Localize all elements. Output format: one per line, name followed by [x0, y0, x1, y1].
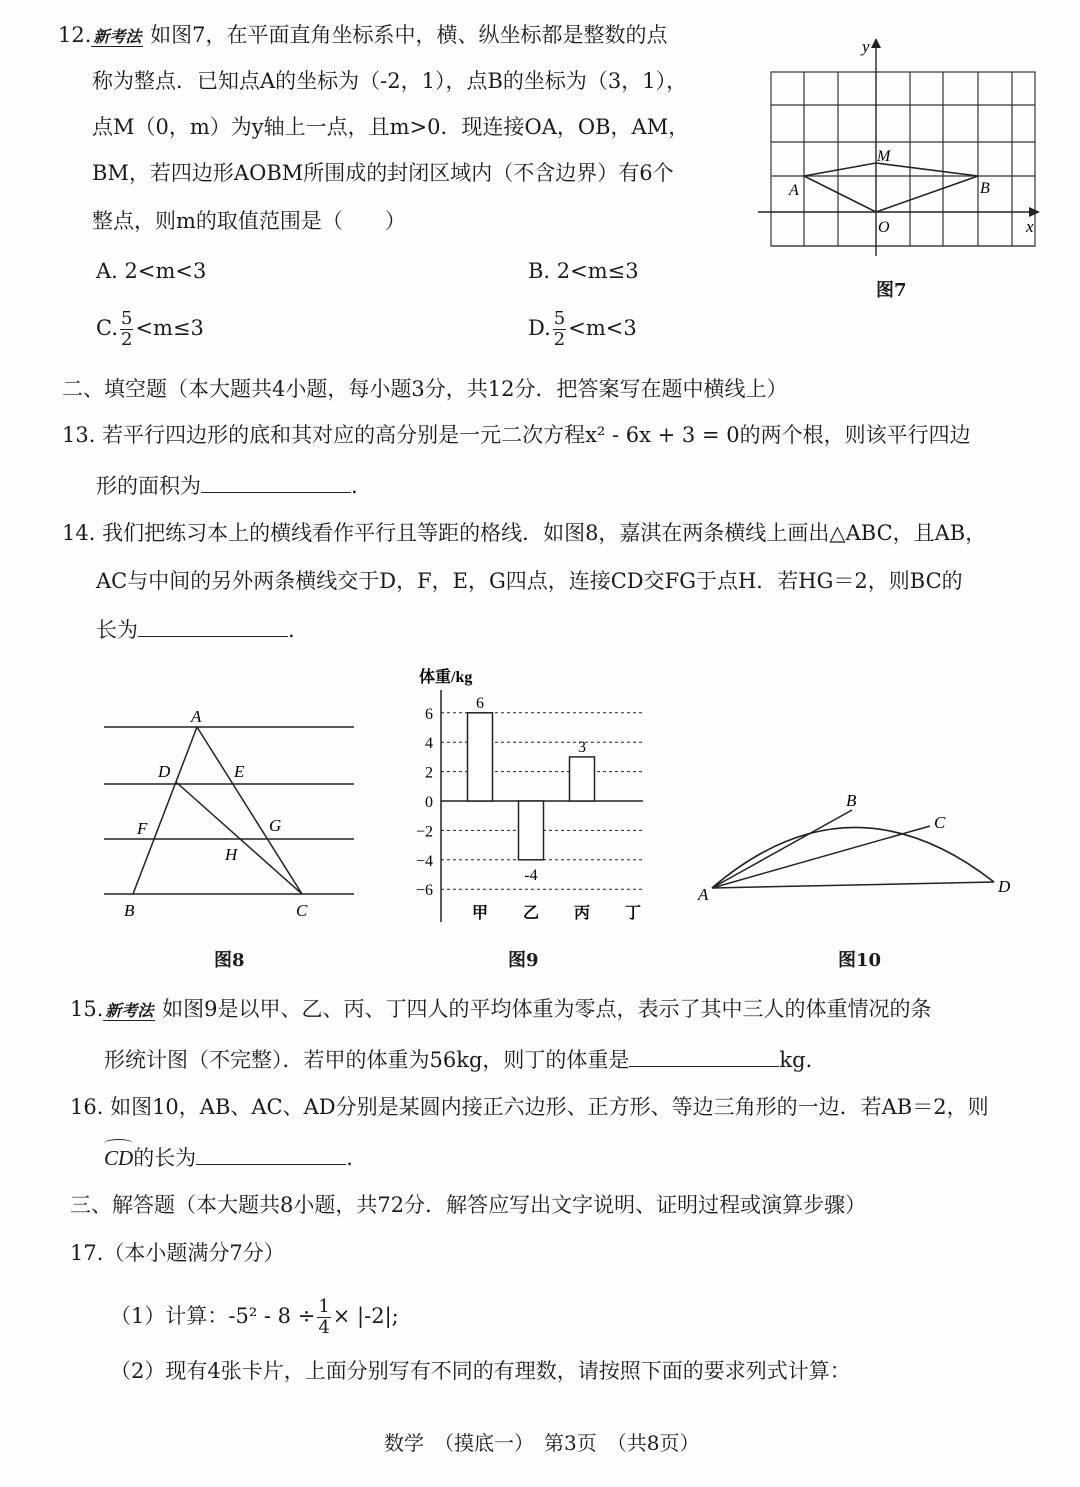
bar-甲 — [468, 713, 493, 801]
figure-7-caption: 图7 — [876, 280, 907, 301]
figure-9-bar-chart — [405, 660, 655, 940]
category-label: 丙 — [573, 905, 591, 922]
y-tick-label: −2 — [415, 823, 433, 841]
section-2-heading: 二、填空题（本大题共4小题，每小题3分，共12分．把答案写在题中横线上） — [62, 377, 788, 401]
q12-line5: 整点，则m的取值范围是（ ） — [92, 209, 406, 233]
figure-9-caption: 图9 — [508, 950, 539, 971]
y-axis-label: 体重/kg — [419, 669, 473, 686]
option-d: D. $\frac{5}{2}$ <m<3 — [528, 308, 637, 350]
q16-line2: CD的长为 . — [104, 1142, 353, 1173]
label-b: B — [124, 901, 135, 920]
label-b: B — [980, 180, 990, 197]
new-method-badge: 新考法 — [93, 27, 142, 46]
new-method-badge: 新考法 — [105, 1001, 154, 1020]
section-3-heading: 三、解答题（本大题共8小题，共72分．解答应写出文字说明、证明过程或演算步骤） — [70, 1193, 867, 1217]
label-g: G — [269, 816, 282, 835]
label-m: M — [877, 148, 891, 165]
figure-10-caption: 图10 — [838, 950, 882, 971]
y-tick-label: 4 — [425, 735, 433, 753]
category-label: 丁 — [624, 905, 642, 922]
y-tick-label: 2 — [425, 764, 433, 782]
label-h: H — [225, 845, 238, 864]
label-a: A — [789, 182, 799, 199]
label-b: B — [846, 791, 857, 810]
question-number: 15. — [70, 997, 104, 1021]
chord-ac — [712, 826, 930, 888]
q17-part2: （2）现有4张卡片，上面分别写有不同的有理数，请按照下面的要求列式计算： — [110, 1359, 851, 1383]
figure-7-grid — [750, 36, 1050, 271]
q13-line2: 形的面积为 . — [96, 470, 358, 501]
category-label: 甲 — [471, 905, 489, 922]
arc-cd: CD — [104, 1143, 133, 1173]
label-c: C — [934, 813, 946, 832]
q13-line1: 13. 若平行四边形的底和其对应的高分别是一元二次方程x² - 6x + 3 = 0的两个根，则该平行四边 — [62, 423, 971, 447]
q14-line3: 长为 . — [96, 614, 295, 645]
q14-line2: AC与中间的另外两条横线交于D，F，E，G四点，连接CD交FG于点H．若HG＝2，则BC的 — [96, 569, 963, 593]
circle-arc — [712, 827, 994, 888]
label-o: O — [878, 219, 890, 236]
q12-line4: BM，若四边形AOBM所围成的封闭区域内（不含边界）有6个 — [92, 161, 674, 185]
q12-line1: 12. 新考法 如图7，在平面直角坐标系中，横、纵坐标都是整数的点 — [58, 23, 668, 47]
option-c: C. $\frac{5}{2}$ <m≤3 — [96, 308, 204, 350]
quadrilateral-aobm — [804, 163, 978, 212]
label-y: y — [862, 37, 870, 56]
label-d: D — [158, 762, 171, 781]
q12-line3: 点M（0，m）为y轴上一点，且m>0．现连接OA，OB，AM， — [92, 115, 690, 139]
page-footer: 数学 （摸底一） 第3页 （共8页） — [384, 1431, 700, 1455]
category-label: 乙 — [522, 905, 540, 922]
y-tick-label: 0 — [425, 794, 433, 811]
answer-blank[interactable] — [196, 1142, 346, 1165]
label-x: x — [1026, 217, 1034, 236]
y-tick-label: −4 — [415, 852, 433, 870]
q12-line2: 称为整点．已知点A的坐标为（-2，1），点B的坐标为（3，1）， — [92, 69, 688, 93]
q15-line2: 形统计图（不完整）．若甲的体重为56kg，则丁的体重是 kg. — [104, 1044, 812, 1075]
q17-title: 17.（本小题满分7分） — [70, 1241, 285, 1265]
label-a: A — [698, 885, 709, 904]
fraction: $\frac{5}{2}$ — [553, 308, 566, 350]
figure-8 — [100, 700, 360, 930]
q17-part1: （1）计算：-5² - 8 ÷ $\frac{1}{4}$ × |-2|; — [110, 1296, 399, 1338]
figure-8-caption: 图8 — [214, 950, 245, 971]
label-d: D — [998, 877, 1011, 896]
q16-line1: 16. 如图10，AB、AC、AD分别是某圆内接正六边形、正方形、等边三角形的一边．若AB＝2，则 — [70, 1095, 989, 1119]
bar-value-label: -4 — [524, 866, 538, 884]
bar-丙 — [570, 757, 595, 801]
question-number: 12. — [58, 23, 92, 47]
fraction: $\frac{1}{4}$ — [318, 1296, 330, 1338]
y-tick-label: 6 — [425, 705, 433, 723]
answer-blank[interactable] — [201, 470, 351, 493]
answer-blank[interactable] — [138, 614, 288, 637]
bar-value-label: 3 — [578, 738, 586, 756]
y-tick-label: −6 — [415, 882, 433, 900]
label-f: F — [137, 819, 148, 838]
bar-value-label: 6 — [476, 694, 484, 712]
q15-line1: 15. 新考法 如图9是以甲、乙、丙、丁四人的平均体重为零点，表示了其中三人的体重情况的条 — [70, 997, 932, 1021]
bar-乙 — [519, 801, 544, 860]
label-a: A — [191, 707, 202, 726]
chord-ad — [712, 882, 994, 888]
label-e: E — [234, 762, 245, 781]
answer-blank[interactable] — [629, 1044, 779, 1067]
chord-ab — [712, 810, 852, 888]
arc-icon — [104, 1139, 133, 1148]
option-a: A. 2<m<3 — [96, 259, 207, 283]
q14-line1: 14. 我们把练习本上的横线看作平行且等距的格线．如图8，嘉淇在两条横线上画出△ABC，且AB， — [62, 521, 987, 545]
label-c: C — [296, 901, 308, 920]
figure-10 — [690, 780, 1030, 920]
option-b: B. 2<m≤3 — [528, 259, 639, 283]
fraction: $\frac{5}{2}$ — [121, 308, 133, 350]
